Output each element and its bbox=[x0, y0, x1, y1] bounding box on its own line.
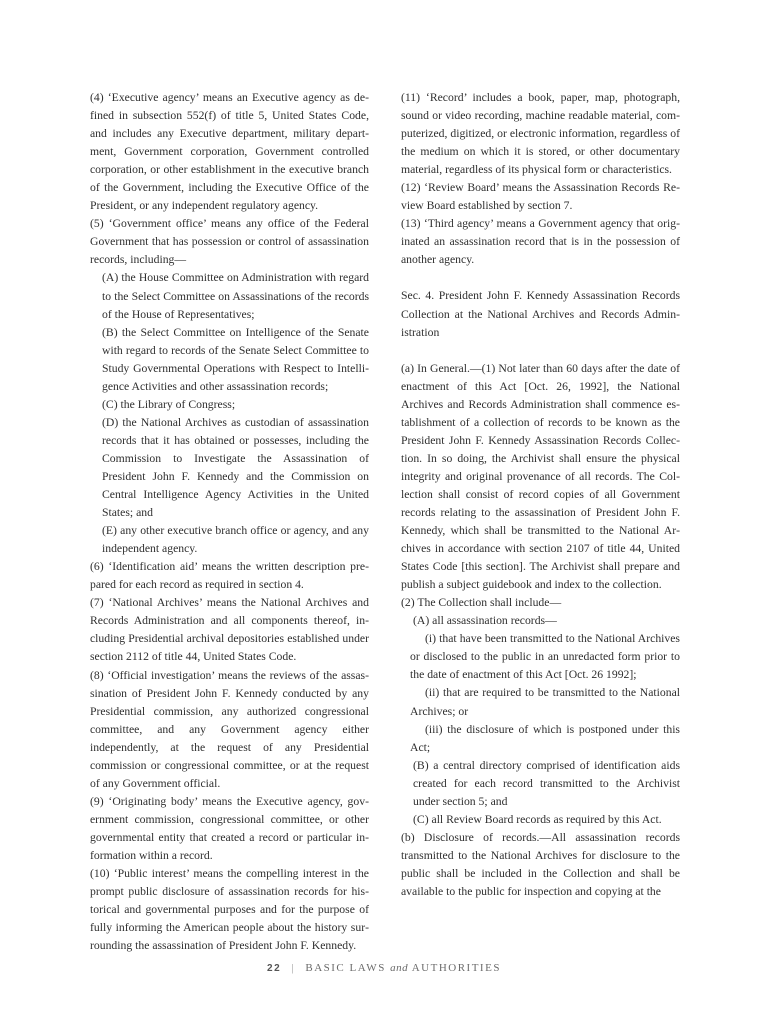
definition-11: (11) ‘Record’ includes a book, paper, map, photograph, sound or video recording, machine readable material, computerized, digitized, or electronic information, regardless of the medium on which it is stored, or other documentary material, regardless of its physical form or characteristics. bbox=[401, 91, 680, 177]
page-number: 22 bbox=[267, 963, 282, 974]
paragraph-gap bbox=[401, 342, 680, 360]
definition-5-c: (C) the Library of Congress; bbox=[102, 397, 236, 411]
item-a-iii: (iii) the disclosure of which is postponed under this Act; bbox=[410, 722, 680, 754]
page-footer bbox=[0, 962, 768, 974]
definition-4: (4) ‘Executive agency’ means an Executive agency as defined in subsection 552(f) of title 5, United States Code, and includes any Executive department, military department, Government corporation, Government controlled corporation, or other establishment in the executive branch of the Government, including the Executive Office of the President, or any independent regulatory agency. bbox=[90, 91, 369, 213]
definition-7: (7) ‘National Archives’ means the National Archives and Records Administration and all components thereof, including Presidential archival depositories established under section 2112 of title 44, United States Code. bbox=[90, 596, 369, 664]
paragraph-gap bbox=[401, 269, 680, 287]
section-heading: Sec. 4. President John F. Kennedy Assassination Records Collection at the National Archives and Records Administration bbox=[401, 289, 680, 339]
footer-separator: | bbox=[291, 962, 296, 974]
subsection-a-general: (a) In General.—(1) Not later than 60 days after the date of enactment of this Act [Oct. 26, 1992], the National Archives and Records Administration shall commence establishment of a collection of records to be known as the President John F. Kennedy Assassination Records Collection. In so doing, the Archivist shall ensure the physical integrity and original provenance of all records. The Collection shall consist of record copies of all Government records relating to the assassination of President John F. Kennedy, which shall be transmitted to the National Archives in accordance with section 2107 of title 44, United States Code [this section]. The Archivist shall prepare and publish a subject guidebook and index to the collection. bbox=[401, 361, 680, 592]
item-a: (A) all assassination records— bbox=[413, 614, 557, 628]
definition-5-e: (E) any other executive branch office or agency, and any independent agency. bbox=[102, 524, 369, 556]
item-c: (C) all Review Board records as required by this Act. bbox=[413, 812, 662, 826]
footer-title-and: and bbox=[390, 962, 409, 974]
left-column bbox=[90, 89, 369, 955]
item-a-ii: (ii) that are required to be transmitted to the National Archives; or bbox=[410, 686, 680, 718]
definition-5-b: (B) the Select Committee on Intelligence of the Senate with regard to records of the Senate Select Committee to Study Governmental Operations with Respect to Intelligence Activities and other assassination records; bbox=[102, 325, 369, 393]
definition-5-a: (A) the House Committee on Administration with regard to the Select Committee on Assassinations of the records of the House of Representatives; bbox=[102, 271, 369, 321]
footer-title-part2: AUTHORITIES bbox=[411, 962, 501, 974]
definition-9: (9) ‘Originating body’ means the Executive agency, government commission, congressional committee, or other governmental entity that created a record or particular information within a record. bbox=[90, 794, 369, 862]
definition-12: (12) ‘Review Board’ means the Assassination Records Review Board established by section 7. bbox=[401, 181, 680, 213]
footer-title-part1: BASIC LAWS bbox=[305, 962, 386, 974]
collection-intro: (2) The Collection shall include— bbox=[401, 596, 562, 610]
right-column bbox=[401, 89, 680, 901]
definition-13: (13) ‘Third agency’ means a Government agency that originated an assassination record that is in the possession of another agency. bbox=[401, 217, 680, 267]
item-a-i: (i) that have been transmitted to the National Archives or disclosed to the public in an unredacted form prior to the date of enactment of this Act [Oct. 26 1992]; bbox=[410, 632, 680, 682]
definition-6: (6) ‘Identification aid’ means the written description prepared for each record as required in section 4. bbox=[90, 560, 369, 592]
item-b: (B) a central directory comprised of identification aids created for each record transmitted to the Archivist under section 5; and bbox=[413, 758, 680, 808]
subsection-b-disclosure: (b) Disclosure of records.—All assassination records transmitted to the National Archives for disclosure to the public shall be included in the Collection and shall be available to the public for inspection and copying at the bbox=[401, 830, 680, 898]
definition-10: (10) ‘Public interest’ means the compelling interest in the prompt public disclosure of assassination records for historical and governmental purposes and for the purpose of fully informing the American people about the history surrounding the assassination of President John F. Kennedy. bbox=[90, 867, 369, 953]
definition-5: (5) ‘Government office’ means any office of the Federal Government that has possession or control of assassination records, including— bbox=[90, 217, 369, 267]
definition-5-d: (D) the National Archives as custodian of assassination records that it has obtained or possesses, including the Commission to Investigate the Assassination of President John F. Kennedy and the Commission on Central Intelligence Agency Activities in the United States; and bbox=[102, 415, 369, 520]
definition-8: (8) ‘Official investigation’ means the reviews of the assassination of President John F. Kennedy conducted by any Presidential commission, any authorized congressional committee, and any Government agency either independently, at the request of any Presidential commission or congressional committee, or at the request of any Government official. bbox=[90, 668, 369, 790]
